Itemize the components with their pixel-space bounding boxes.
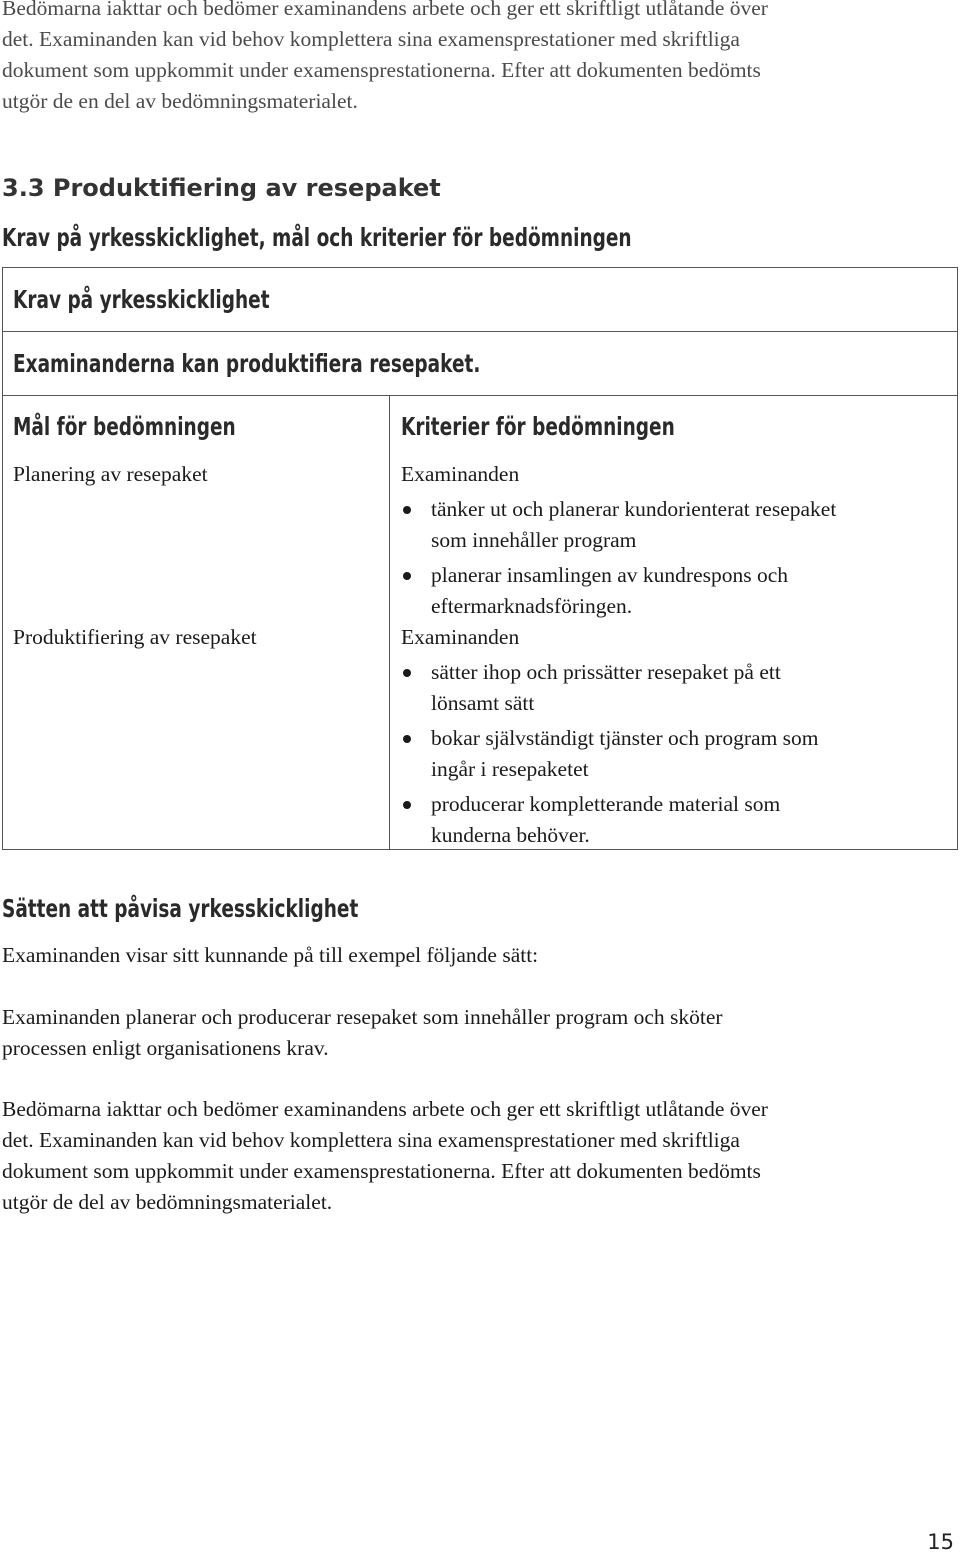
methods-line: processen enligt organisationens krav. — [2, 1036, 329, 1060]
intro-line: det. Examinanden kan vid behov komplettera sina examensprestationer med skriftliga — [2, 27, 740, 51]
goal-cell: Planering av resepaket — [13, 462, 208, 486]
criteria-item-line: tänker ut och planerar kundorienterat resepaket — [431, 497, 837, 521]
table-row-title — [13, 347, 645, 382]
criteria-header-text: Kriterier för bedömningen — [401, 412, 675, 441]
methods-heading — [2, 892, 483, 927]
table-divider — [3, 395, 957, 396]
requirements-subheading — [2, 221, 853, 256]
criteria-list — [401, 657, 819, 855]
bullet-icon — [403, 801, 411, 809]
methods-heading-text: Sätten att påvisa yrkesskicklighet — [2, 894, 359, 923]
methods-intro — [2, 940, 952, 971]
methods-line: Examinanden planerar och producerar resepaket som innehåller program och sköter — [2, 1005, 723, 1029]
goal-cell: Produktifiering av resepaket — [13, 625, 257, 649]
criteria-item-line: producerar kompletterande material som — [431, 792, 781, 816]
requirements-subheading-text: Krav på yrkesskicklighet, mål och kriterier för bedömningen — [2, 223, 632, 252]
bullet-icon — [403, 506, 411, 514]
intro-line: dokument som uppkommit under examensprestationerna. Efter att dokumenten bedömts — [2, 58, 761, 82]
criteria-intro: Examinanden — [401, 462, 520, 486]
intro-line: utgör de en del av bedömningsmaterialet. — [2, 89, 358, 113]
section-heading: 3.3 Produktifiering av resepaket — [2, 174, 441, 202]
methods-paragraph — [2, 1002, 952, 1064]
closing-line: utgör de del av bedömningsmaterialet. — [2, 1190, 333, 1214]
methods-intro-line: Examinanden visar sitt kunnande på till exempel följande sätt: — [2, 943, 539, 967]
closing-line: det. Examinanden kan vid behov komplettera sina examensprestationer med skriftliga — [2, 1128, 740, 1152]
intro-line: Bedömarna iakttar och bedömer examinandens arbete och ger ett skriftligt utlåtande över — [2, 0, 768, 20]
criteria-item-line: sätter ihop och prissätter resepaket på ett — [431, 660, 781, 684]
criteria-list — [401, 494, 836, 626]
bullet-icon — [403, 735, 411, 743]
intro-paragraph — [2, 0, 952, 117]
table-row-title — [13, 283, 360, 318]
goals-header — [13, 410, 314, 445]
table-row2-title: Examinanderna kan produktifiera resepaket. — [13, 349, 481, 378]
closing-paragraph — [2, 1094, 952, 1218]
criteria-item — [401, 494, 836, 556]
criteria-item — [401, 560, 836, 622]
criteria-item-line: eftermarknadsföringen. — [431, 594, 633, 618]
criteria-item — [401, 789, 819, 851]
bullet-icon — [403, 669, 411, 677]
criteria-item-line: ingår i resepaketet — [431, 757, 589, 781]
bullet-icon — [403, 572, 411, 580]
criteria-item-line: lönsamt sätt — [431, 691, 535, 715]
page-number: 15 — [927, 1530, 954, 1554]
criteria-item-line: som innehåller program — [431, 528, 637, 552]
table-row1-title: Krav på yrkesskicklighet — [13, 285, 270, 314]
closing-line: Bedömarna iakttar och bedömer examinandens arbete och ger ett skriftligt utlåtande över — [2, 1097, 768, 1121]
criteria-item-line: bokar självständigt tjänster och program som — [431, 726, 819, 750]
table-divider — [3, 331, 957, 332]
table-column-divider — [389, 395, 390, 849]
criteria-item-line: kunderna behöver. — [431, 823, 590, 847]
criteria-item — [401, 723, 819, 785]
goals-header-text: Mål för bedömningen — [13, 412, 236, 441]
closing-line: dokument som uppkommit under examensprestationerna. Efter att dokumenten bedömts — [2, 1159, 761, 1183]
criteria-item-line: planerar insamlingen av kundrespons och — [431, 563, 789, 587]
criteria-intro: Examinanden — [401, 625, 520, 649]
criteria-item — [401, 657, 819, 719]
criteria-table — [2, 267, 958, 850]
criteria-header — [401, 410, 771, 445]
